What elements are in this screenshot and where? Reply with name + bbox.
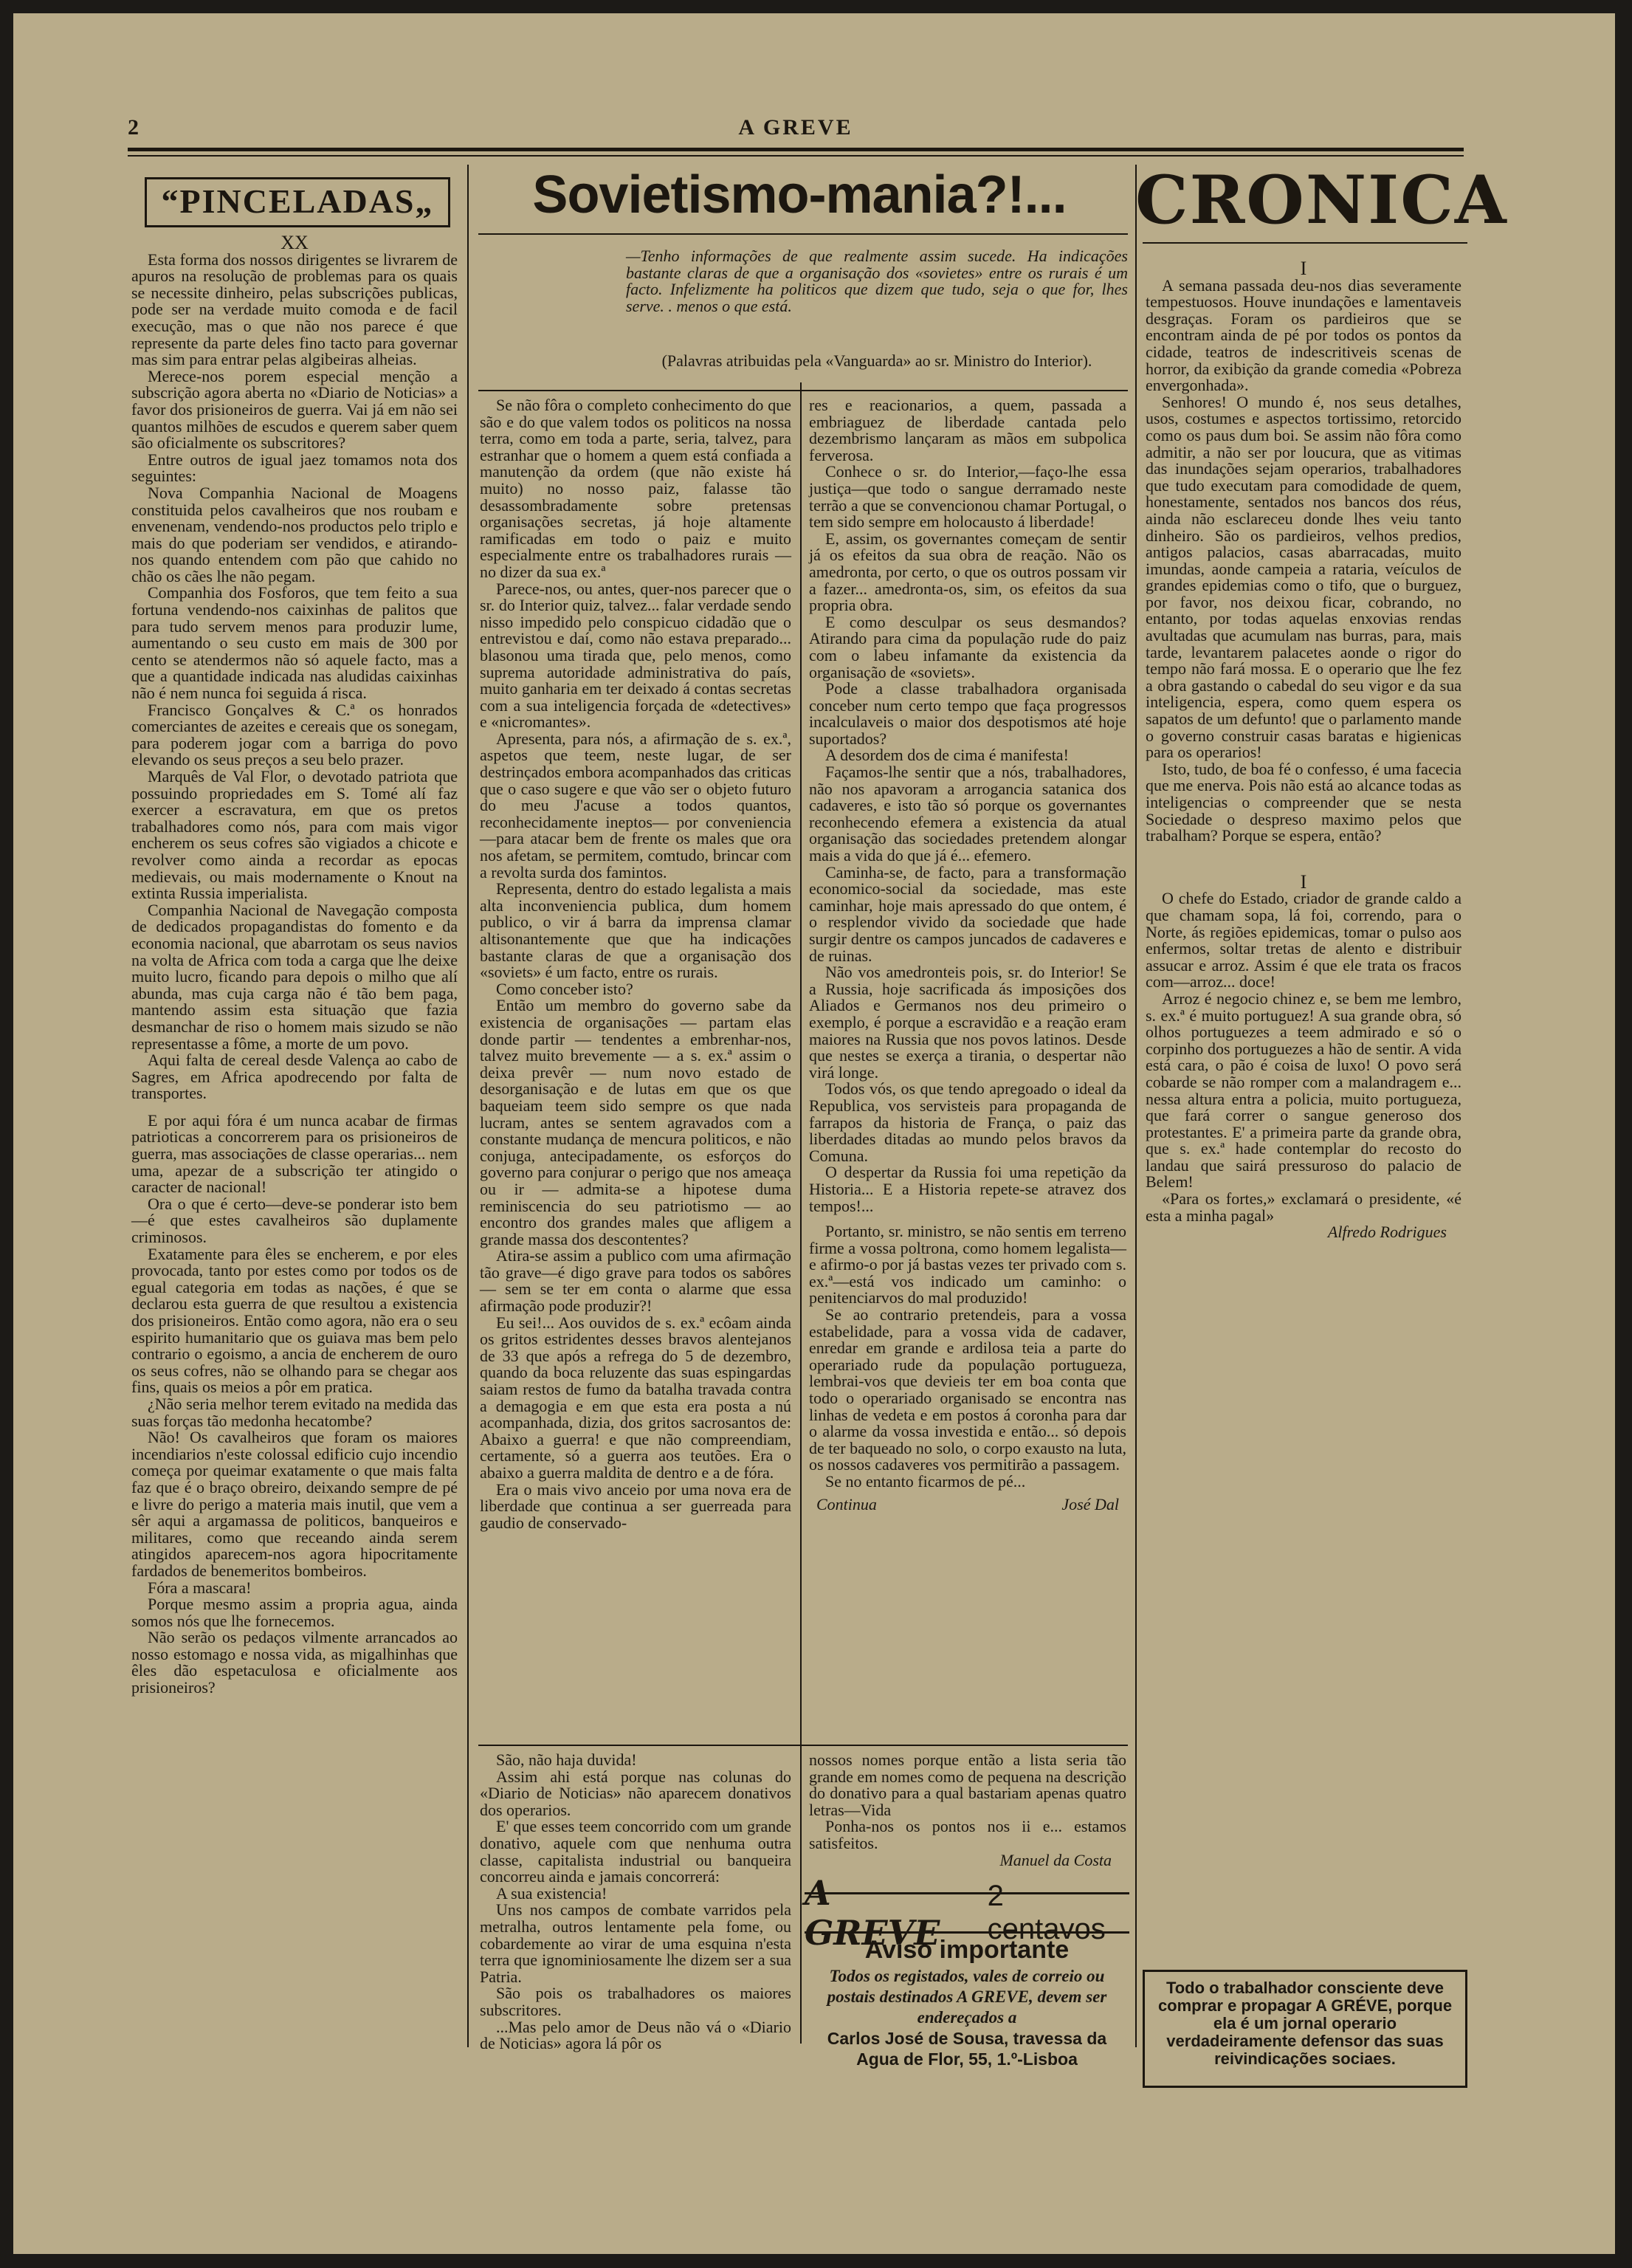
newspaper-page [13,13,1615,2254]
paragraph: Francisco Gonçalves & C.ª os honrados comerciantes de azeites e cereais que os sonegam, para poderem jogar com a barriga do povo elevando os seus preços a seu belo prazer. [131,700,458,769]
paragraph: Portanto, sr. ministro, se não sentis em terreno firme a vossa poltrona, como homem legalista—e afirmo-o por já bastas vezes ter privado com s. ex.ª—está vos indicado um caminho: o penitenciarvos do mal produzido! [809,1222,1126,1307]
paragraph: E, assim, os governantes começam de sentir já os efeitos da sua obra de reação. Não os amedronta, por certo, o que os outros possam vir a fazer... amedronta-os, sim, os efeitos da sua propria obra. [809,529,1126,615]
aviso-importante [805,1937,1129,2069]
masthead [128,115,1464,145]
paragraph: Atira-se assim a publico com uma afirmação tão grave—é digo grave para todos os sabôres — sem se ter em conta o alarme que essa afirmação pode produzir?! [480,1246,791,1316]
paragraph: nossos nomes porque então a lista seria tão grande em nomes como de pequena na descrição do donativo para a qual bastariam apenas quatro letras—Vida [809,1750,1126,1819]
paragraph: Uns nos campos de combate varridos pela metralha, outros lentamente pela fome, ou cobardemente ao virar de uma esquina n'esta terra que ignominiosamente lhe dizem ser a sua Patria. [480,1900,791,1986]
paragraph: Parece-nos, ou antes, quer-nos parecer que o sr. do Interior quiz, talvez... falar verdade sendo nisso impedido pelo conspicuo cidadão que o entrevistou e daí, como não estava preparado... blasonou uma tirada que, pelo menos, como suprema autoridade administrativa do país, muito ganharia em ter deixado á contas secretas com a sua inteligencia forçada de «detectives» e «nicromantes». [480,579,791,732]
aviso-address: Carlos José de Sousa, travessa da Agua de Flor, 55, 1.º-Lisboa [827,2029,1107,2069]
paragraph: Caminha-se, de facto, para a transformação economico-social da sociedade, mas este caminhar, hoje mais apressado do que ontem, é o resplendor vivido da sociedade que hade surgir dentre os campos juncados de cadaveres e de ruinas. [809,862,1126,965]
paragraph: Fóra a mascara! [148,1578,252,1597]
section-number: I [1300,258,1307,279]
paragraph: Então um membro do governo sabe da existencia de organisações — partam elas donde partir — tendentes a embrenhar-nos, talvez muito brevemente — a s. ex.ª assim o deixa prevêr — num novo estado de desorganisação e de lutas em que os que baqueiam teem sido sempre os que nada lucram, antes se sentem agravados com a constante mudança de mencura politicos, e não conjuga, antecipadamente, os esforços do governo para conjurar o perigo que nos ameaça ou ir — admita-se a hipotese duma reminiscencia do seu patriotismo — ao encontro dos grandes males que afligem a grande massa dos descontentes? [480,996,791,1248]
aviso-title: Aviso importante [864,1936,1070,1964]
paragraph: Como conceber isto? [496,979,633,998]
epigraph: —Tenho informações de que realmente assim sucede. Ha indicações bastante claras de que a organisação dos «sovietes» entre os rurais é um facto. Infelizmente ha politicos que dizem que tudo, seja o que for, lhes serve. . menos o que está. [626,247,1128,315]
headline-rule [1143,242,1467,244]
signature-line [809,1496,1126,1513]
paragraph: Merece-nos porem especial menção a subscrição agora aberta no «Diario de Noticias» a favor dos prisioneiros de guerra. Vai já em não sei quantos milhões de escudos e querem saber quem são oficialmente os subscritores? [131,366,458,453]
column-divider [467,165,469,2047]
paragraph: O chefe do Estado, criador de grande caldo a que chamam sopa, lá foi, correndo, para o Norte, ás regiões epidemicas, tomar o pulso aos enfermos, soltar tretas de alento e distribuir assucar e arroz. Assim é que ele trata os fracos com—arroz... doce! [1146,889,1461,992]
paragraph: Entre outros de igual jaez tomamos nota dos seguintes: [131,450,458,486]
author-signature: Manuel da Costa [999,1850,1112,1869]
paragraph: Assim ahi está porque nas colunas do «Diario de Noticias» não aparecem donativos dos operarios. [480,1767,791,1819]
paragraph: Companhia dos Fosforos, que tem feito a sua fortuna vendendo-nos caixinhas de palitos que para tudo servem menos para produzir lume, aumentando o seu custo em mais de 300 por cento se atendermos não só aquele facto, mas a que a quantidade indicada nas aludidas caixinhas não é nem nunca foi seguida á risca. [131,583,458,703]
paragraph: Senhores! O mundo é, nos seus detalhes, usos, costumes e aspectos tortissimo, retorcido como os paus dum boi. Se assim não fôra como admitir, a não ser por loucura, que as vitimas das inundações sejam operarios, trabalhadores que tudo executam para comodidade de quem, honestamente, sentados nos bancos dos réus, ainda não esclareceu donde lhes veiu tanto dinheiro. São os pardieiros, velhos predios, antigos palacios, casas abarracadas, muito imundas, aonde campeia a rataria, veículos de grandes epidemias como o tifo, que o burguez, por favor, nos deixou ficar, cobrando, no entanto, por todas aquelas enxovias rendas avultadas que acumulam nas burras, para, mais tarde, levantarem palacetes aonde o rigor do tempo não fará mossa. E o operario que lhe fez a obra gastando o cabedal do seu vigor e da sua inteligencia, espera, como quem espera os sapatos de um defunto! que o parlamento mande o governo construir casas baratas e higienicas para os operarios! [1146,392,1461,762]
paragraph: O despertar da Russia foi uma repetição da Historia... E a Historia repete-se atravez dos tempos!... [809,1163,1126,1215]
paragraph: Apresenta, para nós, a afirmação de s. ex.ª, aspetos que teem, neste lugar, de ser destrinçados embora acompanhados das criticas que o caso sugere e que vão ser o objeto futuro do meu J'acuse a todos quantos, reconhecidamente ineptos— por conveniencia —para atacar bem de frente os males que ora nos afetam, se permitem, comtudo, brincar com a revolta surda dos famintos. [480,729,791,882]
epigraph-source: (Palavras atribuidas pela «Vanguarda» ao sr. Ministro do Interior). [661,351,1092,370]
paragraph: ...Mas pelo amor de Deus não vá o «Diario de Noticias» agora lá pôr os [480,2017,791,2053]
paragraph: Porque mesmo assim a propria agua, ainda somos nós que lhe fornecemos. [131,1595,458,1630]
section-rule [478,1745,1128,1746]
paragraph: Se no entanto ficarmos de pé... [825,1472,1026,1491]
paragraph: ¿Não seria melhor terem evitado na medida das suas forças tão medonha hecatombe? [131,1394,458,1430]
paragraph: E por aqui fóra é um nunca acabar de firmas patrioticas a concorrerem para os prisioneiros de guerra, mas associações de classe operarias... nem uma, apezar de a subscrição ter atingido o caracter de nacional! [131,1110,458,1197]
paper-title: A GREVE [738,115,853,140]
paragraph: Arroz é negocio chinez e, se bem me lembro, s. ex.ª é muito portuguez! A sua grande obra, só olhos portuguezes a teem admirado e só o corpinho dos portuguezes a hão de sentir. A vida está cara, o pão é coisa de luxo! O povo será cobarde se não romper com a malandragem e... nessa altura entra a policia, muito portugueza, que fará correr o sangue generoso dos protestantes. E' a primeira parte da grande obra, que s. ex.ª hade contemplar do recosto do landau que sairá pressuroso do palacio de Belem! [1146,989,1461,1192]
sovietismo-article-left [480,397,791,1733]
paragraph: Não! Os cavalheiros que foram os maiores incendiarios n'este colossal edificio cujo incendio começa por queimar exatamente o que mais falta faz que é o braço obreiro, deixando sempre de pé e livre do perigo a materia mais inutil, que vem a sêr aqui a argamassa de politicos, banqueiros e militares, como que receando ainda serem atingidos aparecem-nos agora hipocritamente fardados de benemeritos bombeiros. [131,1428,458,1580]
price-label: 2 centavos [987,1880,1106,1945]
paragraph: A sua existencia! [496,1883,607,1903]
paragraph: Esta forma dos nossos dirigentes se livrarem de apuros na resolução de problemas para os quais se necessite dinheiro, pelas subscrições publicas, pode ser na verdade muito comoda e de facil execução, mas o que não nos parece é que represente da parte deles fino tacto para governar mas sim para entrar pelas algibeiras alheias. [131,250,458,369]
paragraph: Exatamente para êles se encherem, e por eles provocada, tanto por estes como por todos os de egual categoria em todas as nações, é que se declarou esta guerra de que resultou a existencia dos prisioneiros. Então como agora, não era o seu espirito humanitario que os guiava mas bem pelo contrario o egoismo, a ancia de encherem de ouro os seus cofres, não se olhando para se chegar aos fins, quais os meios a pôr em pratica. [131,1244,458,1397]
pinceladas-title: “PINCELADAS„ [145,177,450,227]
paragraph: Eu sei!... Aos ouvidos de s. ex.ª ecôam ainda os gritos estridentes desses bravos alentejanos de 33 que após a refrega do 5 de dezembro, quando da boca reluzente das suas espingardas saiam restos de fumo da batalha travada contra a demagogia e em que esta era posta a nú acompanhada, dizia, dos gritos sacrosantos de: Abaixo a guerra! e que não compreendiam, certamente, só a guerra aos teutões. Era o abaixo a guerra maldita de dentro e a de fóra. [480,1313,791,1482]
paragraph: Ponha-nos os pontos nos ii e... estamos satisfeitos. [809,1817,1126,1852]
masthead-rule-thin [128,155,1464,157]
paragraph: Ora o que é certo—deve-se ponderar isto bem—é que estes cavalheiros são duplamente criminosos. [131,1194,458,1247]
paragraph: E como desculpar os seus desmandos? Atirando para cima da população rude do paiz com o labeu infamante da existencia da organisação de «soviets». [809,612,1126,681]
paragraph: Todos vós, os que tendo apregoado o ideal da Republica, vos servisteis para propaganda de farrapos da historia de França, o paiz das liberdades ditadas ao mundo pelos bravos da Comuna. [809,1079,1126,1165]
operarios-article-left [480,1750,791,2053]
paragraph: «Para os fortes,» exclamará o presidente, «é esta a minha pagal» [1146,1189,1461,1225]
paragraph: Façamos-lhe sentir que a nós, trabalhadores, não nos apavoram a arrogancia satanica dos cadaveres, e isto tão só porque os governantes reconhecendo efemera a existencia da atual organisação das sociedades pretendem alongar mais a vida do que já é... efemero. [809,763,1126,865]
paragraph: São, não haja duvida! [496,1750,637,1769]
column-divider [1135,165,1137,2047]
page-number: 2 [128,115,139,140]
trabalhador-notice: Todo o trabalhador consciente deve comprar e propagar A GRÉVE, porque ela é um jornal operario verdadeiramente defensor das suas reivindicações sociaes. [1143,1970,1467,2088]
paragraph: res e reacionarios, a quem, passada a embriaguez de liberdade cantada pelo dezembrismo lançaram as mãos em subpolica ferverosa. [809,396,1126,464]
paragraph: Conhece o sr. do Interior,—faço-lhe essa justiça—que todo o sangue derramado neste terrão a que se convencionou chamar Portugal, o tem sido sempre em holocausto á liberdade! [809,462,1126,532]
sovietismo-article-right [809,397,1126,1733]
paragraph: Nova Companhia Nacional de Moagens constituida pelos cavalheiros que nos roubam e envenenam, vendendo-nos productos pelo triplo e mais do que poderiam ser vendidos, e atirando-nos quando entendem com pão que cahido no chão os cães lhe não pegam. [131,483,458,585]
cronica-article [1146,258,1461,1959]
headline-rule [478,233,1128,235]
paragraph: E' que esses teem concorrido com um grande donativo, aquele com que nenhuma outra classe, capitalista industrial ou banqueira concorreu ainda e jamais concorrerá: [480,1817,791,1886]
paragraph: Marquês de Val Flor, o devotado patriota que possuindo propriedades em S. Tomé alí faz exercer a escravatura, em que os pretos trabalhadores como nós, para com mais vigor encherem os seus cofres são vigiados a chicote e revolver como ainda a recordar as epocas medievais, ou mais modernamente o Knout na extinta Russia imperialista. [131,767,458,903]
masthead-rule [128,148,1464,151]
paragraph: Era o mais vivo anceio por uma nova era de liberdade que continua a ser guerreada para gaudio de conservado- [480,1480,791,1532]
continua-label: Continua [816,1494,877,1513]
pinceladas-article [131,232,458,2036]
paragraph: Se não fôra o completo conhecimento do que são e do que valem todos os politicos na nossa terra, como em toda a parte, seria, talvez, para estranhar que o homem a quem está confiada a manutenção da ordem (que não existe há muito) no nosso paiz, falasse tão desassombradamente sobre pretensas organisações secretas, já hoje altamente ramificadas em todo o paiz e muito especialmente entre os trabalhadores rurais — no dizer da sua ex.ª [480,396,791,581]
section-number: I [1300,870,1307,893]
paragraph: Não vos amedronteis pois, sr. do Interior! Se a Russia, hoje sacrificada ás imposições dos Aliados e Germanos nos deu primeiro o exemplo, é porque a escravidão e a reação eram maiores na Russia que nos povos latinos. Desde que nestes se exerça a tirania, o despertar não virá longe. [809,963,1126,1082]
paragraph: Aqui falta de cereal desde Valença ao cabo de Sagres, em Africa apodrecendo por falta de transportes. [131,1051,458,1103]
paragraph: São pois os trabalhadores os maiores subscritores. [480,1984,791,2019]
cronica-headline: CRONICA [1135,161,1508,239]
author-signature: Alfredo Rodrigues [1327,1223,1447,1242]
paragraph: Se ao contrario pretendeis, para a vossa estabelidade, para a vossa vida de cadaver, enredar em grande e ardilosa teia a parte do operariado rude da população portugueza, lembrai-vos que devieis ter em boa conta que todo o operariado organisado se encontra nas linhas de vedeta e em postos á coronha para dar o alarme da vossa investida e então... só depois de ter baqueado no solo, o corpo exausto na luta, os nossos cadaveres vos permitirão a passagem. [809,1305,1126,1474]
author-signature: José Dal [1061,1494,1119,1513]
section-number: XX [280,232,309,253]
paragraph: Companhia Nacional de Navegação composta de dedicados propagandistas do fomento e da economia nacional, que abarrotam os seus navios na volta de Africa com toda a carga que lhe deixe muito lucro, ficando para depois o milho que alí abunda, mas cuja carga não é tão bem paga, mantendo assim esta situação que fazia desmanchar de riso o homem mais sizudo se não representasse a fôme, a morte de um povo. [131,900,458,1053]
paragraph: A desordem dos de cima é manifesta! [825,746,1069,765]
operarios-article-right [809,1752,1126,1885]
paragraph: A semana passada deu-nos dias severamente tempestuosos. Houve inundações e lamentaveis desgraças. Foram os pardieiros que se encontram ainda de pé por todos os pontos da cidade, teatros de indescritiveis scenas de horror, da exibição da grande comedia «Pobreza envergonhada». [1146,275,1461,395]
column-divider [800,382,802,2044]
paragraph: Pode a classe trabalhadora organisada conceber num certo tempo que faça progressos incalculaveis o maior dos despotismos até hoje suportados? [809,679,1126,748]
paragraph: Isto, tudo, de boa fé o confesso, é uma facecia que me enerva. Pois não está ao alcance todas as inteligencias o compreender que se nesta Sociedade o despreso maximo pelos que trabalham? Porque se espera, então? [1146,759,1461,845]
paragraph: Não serão os pedaços vilmente arrancados ao nosso estomago e nossa vida, as migalhinhas que êles dão espetaculosa e oficialmente aos prisioneiros? [131,1628,458,1697]
aviso-text: Todos os registados, vales de correio ou postais destinados A GREVE, devem ser endereçados a [827,1967,1107,2027]
sovietismo-headline: Sovietismo-mania?!... [532,165,1067,224]
epigraph-rule [478,390,1128,391]
greve-logo: A GREVE [805,1873,940,1953]
paragraph: Representa, dentro do estado legalista a mais alta inconveniencia publica, dum homem publico, o vir á barra da imprensa clamar altisonantemente que que ha indicações bastante claras de que a organisação dos «soviets» é um facto, entre os rurais. [480,879,791,982]
